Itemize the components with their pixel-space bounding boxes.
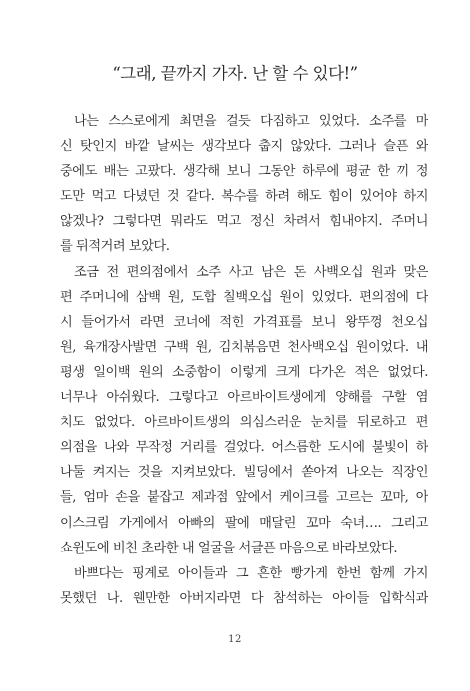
text-line: 들, 엄마 손을 붙잡고 제과점 앞에서 케이크를 고르는 꼬마, 아 bbox=[60, 490, 428, 506]
text-line: 바쁘다는 핑계로 아이들과 그 흔한 빵가게 한번 함께 가지 bbox=[74, 565, 428, 581]
text-line: 신 탓인지 바깥 날씨는 생각보다 춥지 않았다. 그러나 슬픈 와 bbox=[60, 139, 428, 155]
body-text bbox=[60, 109, 428, 611]
paragraph-2 bbox=[60, 260, 428, 561]
text-line: 편 주머니에 삼백 원, 도합 칠백오십 원이 있었다. 편의점에 다 bbox=[60, 289, 428, 305]
chapter-quote-heading: “그래, 끝까지 가자. 난 할 수 있다!” bbox=[112, 64, 358, 83]
text-line: 원, 육개장사발면 구백 원, 김치볶음면 천사백오십 원이었다. 내 bbox=[60, 339, 428, 355]
text-line: 평생 일이백 원의 소중함이 이렇게 크게 다가온 적은 없었다. bbox=[60, 364, 428, 380]
text-line: 도만 먹고 다녔던 것 같다. 복수를 하려 해도 힘이 있어야 하지 bbox=[60, 189, 428, 205]
text-line: 나는 스스로에게 최면을 걸듯 다짐하고 있었다. 소주를 마 bbox=[74, 114, 428, 129]
text-line: 이스크림 가게에서 아빠의 팔에 매달린 꼬마 숙녀…. 그리고 bbox=[60, 515, 428, 531]
text-line: 않겠나? 그렇다면 뭐라도 먹고 정신 차려서 힘내야지. 주머니 bbox=[60, 214, 428, 230]
text-line: 시 들어가서 라면 코너에 적힌 가격표를 보니 왕뚜껑 천오십 bbox=[60, 314, 428, 330]
text-line: 못했던 나. 웬만한 아버지라면 다 참석하는 아이들 입학식과 bbox=[60, 590, 428, 606]
paragraph-3 bbox=[60, 561, 428, 611]
text-line: 조금 전 편의점에서 소주 사고 남은 돈 사백오십 원과 맞은 bbox=[74, 264, 428, 280]
text-line: 치도 없었다. 아르바이트생의 의심스러운 눈치를 뒤로하고 편 bbox=[60, 415, 428, 431]
text-line: 를 뒤적거려 보았다. bbox=[60, 239, 170, 255]
paragraph-1 bbox=[60, 109, 428, 260]
text-line: 너무나 아쉬웠다. 그렇다고 아르바이트생에게 양해를 구할 염 bbox=[60, 390, 428, 406]
text-line: 나둘 켜지는 것을 지켜보았다. 빌딩에서 쏟아져 나오는 직장인 bbox=[60, 465, 428, 481]
text-line: 의점을 나와 무작정 거리를 걸었다. 어스름한 도시에 불빛이 하 bbox=[60, 440, 428, 456]
page-number: 12 bbox=[228, 634, 242, 645]
text-line: 중에도 배는 고팠다. 생각해 보니 그동안 하루에 평균 한 끼 정 bbox=[60, 164, 428, 180]
text-line: 쇼윈도에 비친 초라한 내 얼굴을 서글픈 마음으로 바라보았다. bbox=[60, 540, 398, 556]
